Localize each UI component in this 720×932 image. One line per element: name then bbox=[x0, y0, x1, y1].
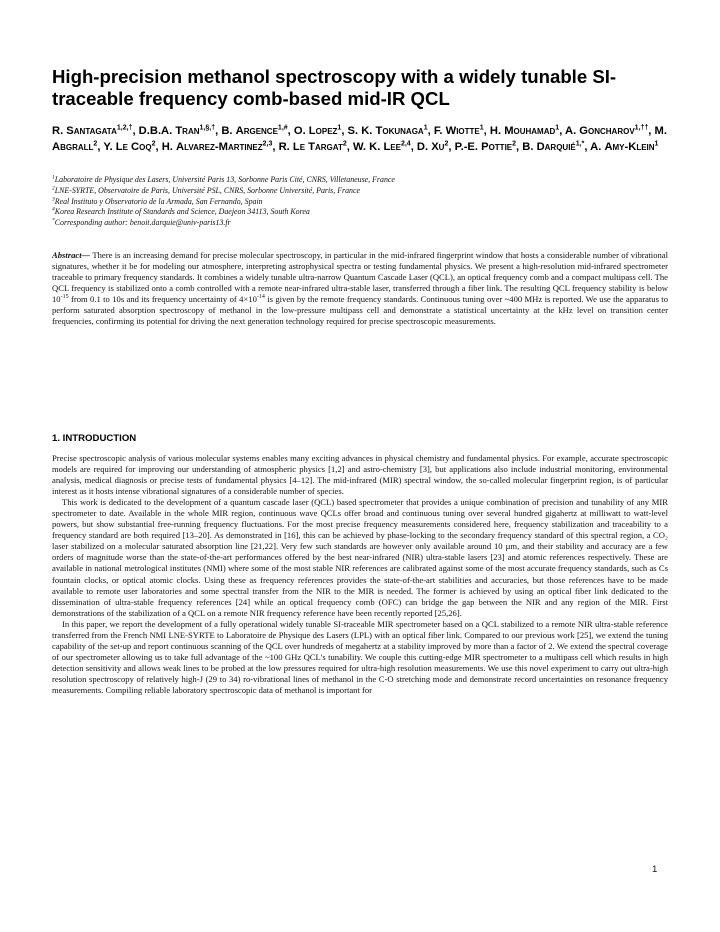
page-number: 1 bbox=[652, 864, 658, 875]
author-list: R. Santagata$^{1,2,\dagger}$, D.B.A. Tran$^{1,\S,\dagger}$, B. Argence$^{1,\#}$, O. Lopez$^1$, S. K. Tokunaga$^1$, F. Wiotte$^1$, H. Mouhamad$^1$, A. Goncharov$^{1,\dagger\dagger}$, M. Abgrall$^2$, Y. Le Coq$^2$, H. Alvarez-Martinez$^{2,3}$, R. Le Targat$^2$, W. K. Lee$^{2,4}$, D. Xu$^2$, P.-E. Pottie$^2$, B. Darquié$^{1,*}$, A. Amy-Klein$^1$ bbox=[52, 124, 667, 153]
author-surname: Wiotte bbox=[445, 125, 480, 137]
author-affiliation-mark: 1,2,† bbox=[116, 124, 133, 132]
affiliation-text: Real Instituto y Observatorio de la Armada, San Fernando, Spain bbox=[54, 196, 263, 206]
affiliation-text: Corresponding author: benoit.darquie@univ-paris13.fr bbox=[54, 218, 231, 228]
author-initials: A. bbox=[565, 125, 580, 137]
author-surname: Tokunaga bbox=[375, 125, 424, 137]
author-surname: Xu bbox=[431, 141, 445, 153]
affiliation-line bbox=[52, 197, 672, 208]
abstract-lead: Abstract— bbox=[52, 250, 91, 260]
introduction-body bbox=[52, 453, 668, 696]
author-surname: Darquié bbox=[536, 141, 576, 153]
author-surname: Lee bbox=[383, 141, 401, 153]
abstract-text-1: There is an increasing demand for precise molecular spectroscopy, in particular in the mid-infrared fingerprint window that hosts a considerable number of vibrational signatures, whether it be for modeling our atmosphere, interpreting astrophysical spectra or testing fundamental physics. We present a high-resolution mid-infrared spectrometer traceable to primary frequency standards. It combines a widely tunable ultra-narrow Quantum Cascade Laser (QCL), an optical frequency comb and a compact multipass cell. The QCL frequency is stabilized onto a comb controlled with a remote near-infrared ultra-stable laser, transferred through a fiber link. The resulting QCL frequency stability is below 10 bbox=[52, 250, 668, 305]
author-initials: H. bbox=[161, 141, 177, 153]
author-affiliation-mark: 1,†† bbox=[634, 124, 649, 132]
affiliation-line bbox=[52, 175, 672, 186]
paragraph: This work is dedicated to the development of a quantum cascade laser (QCL) based spectrometer that provides a unique combination of precision and tunability of any MIR spectrometer to date. Available in the whole MIR region, continuous wave QCLs offer broad and continuous tuning over several hundred gigahertz at milliwatt to watt-level powers, but show substantial free-running frequency fluctuations. For the most precise frequency measurements considered here, frequency stabilization and traceability to a frequency standard are both required [13–20]. As demonstrated in [16], this can be achieved by phase-locking to the secondary frequency standard of this spectral region, a CO₂ laser stabilized on a molecular saturated absorption line [21,22]. Very few such standards are however only available around 10 µm, and their stability and accuracy are a few orders of magnitude worse than the state-of-the-art performances offered by the best near-infrared (NIR) ultra-stable lasers [23] and atomic references respectively. These are available in national metrological institutes (NMI) where some of the most stable NIR references are calibrated against some of the most accurate frequency standards, such as Cs fountain clocks, or optical atomic clocks. Using these as frequency references provides the state-of-the-art stabilities and accuracies, but those references have to be made available to remote user laboratories and some spectral transfer from the NIR to the MIR is needed. The former is achieved by using an optical fiber link dedicated to the dissemination of ultra-stable frequency references [24] while an optical frequency comb (OFC) can bridge the gap between the NIR and any region of the MIR. First demonstrations of the stabilization of a QCL on a remote NIR frequency reference have been recently reported [25,26]. bbox=[52, 497, 668, 618]
author-affiliation-mark: 1,§,† bbox=[199, 124, 216, 132]
author-initials: B. bbox=[221, 125, 236, 137]
author-surname: Abgrall bbox=[52, 141, 94, 153]
author-initials: F. bbox=[433, 125, 446, 137]
paragraph: Precise spectroscopic analysis of various molecular systems enables many exciting advances in physical chemistry and fundamental physics. For example, accurate spectroscopic models are required for improving our understanding of atmospheric physics [1,2] and astro-chemistry [3], but applications also include industrial monitoring, environmental analysis, medical diagnosis or precise tests of fundamental physics [4–12]. The mid-infrared (MIR) spectral window, the so-called molecular fingerprint region, is of particular interest as it hosts intense vibrational signatures of a considerable number of species. bbox=[52, 453, 668, 497]
affiliation-line bbox=[52, 207, 672, 218]
abstract-text-3: is given by the remote frequency standards. Continuous tuning over ~400 MHz is reported. We use the apparatus to perform saturated absorption spectroscopy of methanol in the low-pressure multipass cell and demonstrate a statistical uncertainty at the kHz level on transition center frequencies, confirming its potential for driving the next generation technology required for precise spectroscopic measurements. bbox=[52, 294, 668, 327]
author-affiliation-mark: 1 bbox=[423, 124, 428, 132]
author-surname: Pottie bbox=[481, 141, 513, 153]
author bbox=[353, 141, 411, 153]
author-surname: Tran bbox=[175, 125, 200, 137]
author bbox=[52, 125, 132, 137]
author-affiliation-mark: 1 bbox=[337, 124, 342, 132]
author bbox=[522, 141, 584, 153]
author-initials: H. bbox=[489, 125, 505, 137]
author-surname: Le Targat bbox=[292, 141, 343, 153]
author bbox=[162, 141, 273, 153]
author-affiliation-mark: 2,4 bbox=[400, 140, 411, 148]
affiliation-mark: 2 bbox=[52, 185, 55, 192]
affiliation-line bbox=[52, 186, 672, 197]
author-affiliation-mark: 2 bbox=[512, 140, 517, 148]
affiliation-line bbox=[52, 218, 672, 229]
author bbox=[221, 125, 287, 137]
author-affiliation-mark: 1,# bbox=[277, 124, 288, 132]
author-initials: W. K. bbox=[352, 141, 384, 153]
affiliation-mark: 1 bbox=[52, 174, 55, 181]
author-initials: M. bbox=[654, 125, 667, 137]
author-initials: S. K. bbox=[347, 125, 376, 137]
paper-title: High-precision methanol spectroscopy with a widely tunable SI-traceable frequency comb-based mid-IR QCL bbox=[52, 66, 617, 109]
author-affiliation-mark: 2 bbox=[93, 140, 98, 148]
author bbox=[565, 125, 648, 137]
author-surname: Goncharov bbox=[579, 125, 635, 137]
author-affiliation-mark: 1 bbox=[479, 124, 484, 132]
affiliation-mark: 4 bbox=[52, 206, 55, 213]
author-surname: Alvarez-Martinez bbox=[176, 141, 263, 153]
affiliation-mark: * bbox=[52, 217, 55, 224]
author bbox=[139, 125, 215, 137]
author bbox=[294, 125, 341, 137]
author bbox=[590, 141, 658, 153]
author bbox=[417, 141, 448, 153]
author bbox=[103, 141, 155, 153]
affiliation-mark: 3 bbox=[52, 195, 55, 202]
author-affiliation-mark: 2,3 bbox=[262, 140, 273, 148]
author-affiliation-mark: 1 bbox=[555, 124, 560, 132]
section-heading-introduction: 1. INTRODUCTION bbox=[52, 433, 137, 444]
author-affiliation-mark: 2 bbox=[342, 140, 347, 148]
author bbox=[434, 125, 484, 137]
affiliation-list bbox=[52, 175, 672, 229]
abstract-exponent-2: -14 bbox=[256, 294, 265, 301]
abstract-text-2: from 0.1 to 10s and its frequency uncertainty of 4×10 bbox=[68, 294, 257, 305]
author-surname: Lopez bbox=[308, 125, 338, 137]
author-initials: B. bbox=[522, 141, 537, 153]
author-surname: Santagata bbox=[66, 125, 117, 137]
author-initials: R. bbox=[52, 125, 67, 137]
author-affiliation-mark: 2 bbox=[151, 140, 156, 148]
author bbox=[455, 141, 516, 153]
affiliation-text: Korea Research Institute of Standards and Science, Daejeon 34113, South Korea bbox=[54, 207, 310, 217]
author bbox=[490, 125, 559, 137]
author-initials: D.B.A. bbox=[138, 125, 176, 137]
author-initials: P.-E. bbox=[454, 141, 482, 153]
author-affiliation-mark: 1 bbox=[654, 140, 659, 148]
author-surname: Mouhamad bbox=[504, 125, 556, 137]
author-surname: Amy-Klein bbox=[604, 141, 655, 153]
author-initials: O. bbox=[293, 125, 309, 137]
author-surname: Argence bbox=[235, 125, 278, 137]
paragraph: In this paper, we report the development of a fully operational widely tunable SI-traceable MIR spectrometer based on a QCL stabilized to a remote NIR ultra-stable reference transferred from the French NMI LNE-SYRTE to Laboratoire de Physique des Lasers (LPL) with an optical fiber link. Compared to our previous work [25], we extend the tuning capability of the set-up and report continuous scanning of the QCL over hundreds of megahertz at a stability improved by more than a factor of 2. We extend the spectral coverage of our spectrometer allowing us to take full advantage of the ~100 GHz QCL's tunability. We couple this cutting-edge MIR spectrometer to a multipass cell which results in high detection sensitivity and allows weak lines to be probed at the low pressures required for ultra-high resolution measurements. We use this novel experiment to carry out ultra-high resolution spectroscopy of relatively high-J (29 to 34) ro-vibrational lines of methanol in the C-O stretching mode and demonstrate record uncertainties on resonance frequency measurements. Compiling reliable laboratory spectroscopic data of methanol is important for bbox=[52, 618, 668, 695]
author-affiliation-mark: 2 bbox=[444, 140, 449, 148]
affiliation-text: LNE-SYRTE, Observatoire de Paris, Université PSL, CNRS, Sorbonne Université, Paris, France bbox=[54, 185, 360, 195]
author bbox=[279, 141, 347, 153]
author-initials: R. bbox=[278, 141, 293, 153]
author bbox=[348, 125, 428, 137]
abstract-exponent-1: -15 bbox=[60, 294, 69, 301]
author-surname: Le Coq bbox=[115, 141, 152, 153]
author-initials: A. bbox=[590, 141, 605, 153]
author-initials: Y. bbox=[103, 141, 116, 153]
author-initials: D. bbox=[416, 141, 432, 153]
affiliation-text: Laboratoire de Physique des Lasers, Université Paris 13, Sorbonne Paris Cité, CNRS, Villetaneuse, France bbox=[54, 175, 395, 184]
abstract bbox=[52, 250, 668, 327]
author-affiliation-mark: 1,* bbox=[575, 140, 585, 148]
